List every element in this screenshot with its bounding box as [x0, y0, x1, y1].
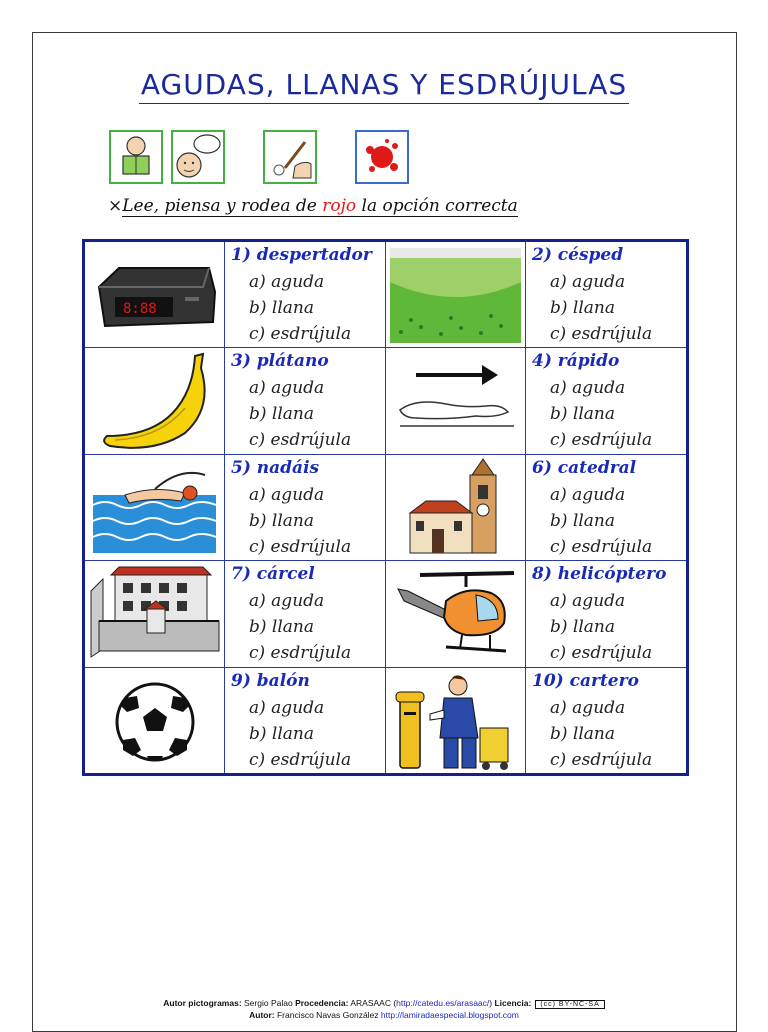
question-cell [225, 454, 386, 560]
instruction [108, 196, 518, 216]
read-icon [109, 130, 163, 184]
option-a[interactable]: a) aguda [550, 272, 626, 292]
option-b[interactable]: b) llana [550, 617, 616, 638]
option-c[interactable]: c) esdrújula [550, 643, 653, 664]
arasaac-link[interactable]: http://catedu.es/arasaac/ [396, 998, 490, 1008]
table-row [84, 348, 688, 454]
question-cell [225, 241, 386, 348]
picture-cell [84, 561, 225, 667]
option-a[interactable]: a) aguda [249, 378, 325, 399]
table-row [84, 241, 688, 348]
word-label: 2) césped [532, 245, 624, 265]
footer-author [0, 1010, 768, 1020]
option-a[interactable]: a) aguda [249, 697, 325, 718]
instruction-text-2: la opción correcta [356, 196, 518, 216]
prison-icon [85, 561, 224, 666]
footer-key: Autor pictogramas: [163, 998, 242, 1008]
question-cell [526, 454, 688, 560]
alarm-clock-icon [85, 242, 224, 347]
instruction-bullet: × [108, 196, 123, 216]
option-b[interactable]: b) llana [550, 723, 616, 744]
red-paint-icon [355, 130, 409, 184]
footer-value: ) [489, 998, 495, 1008]
option-c[interactable]: c) esdrújula [249, 749, 352, 770]
picture-cell [84, 241, 225, 348]
option-c[interactable]: c) esdrújula [550, 324, 653, 344]
option-c[interactable]: c) esdrújula [249, 324, 352, 344]
option-c[interactable]: c) esdrújula [550, 430, 653, 451]
option-a[interactable]: a) aguda [249, 484, 325, 505]
instruction-text-1: Lee, piensa y rodea de [122, 196, 323, 216]
footer-credits [0, 998, 768, 1009]
option-a[interactable]: a) aguda [550, 697, 626, 718]
word-label: 6) catedral [532, 457, 637, 478]
picture-cell [386, 348, 526, 454]
footer-value: ARASAAC ( [348, 998, 397, 1008]
question-cell [526, 667, 688, 774]
question-cell [526, 561, 688, 667]
table-row [84, 667, 688, 774]
option-b[interactable]: b) llana [249, 510, 315, 531]
option-b[interactable]: b) llana [249, 617, 315, 638]
footer-key: Procedencia: [295, 998, 349, 1008]
word-label: 10) cartero [532, 670, 639, 691]
picture-cell [84, 667, 225, 774]
question-cell [526, 241, 688, 348]
table-row [84, 561, 688, 667]
footer-key: Licencia: [494, 998, 532, 1008]
picture-cell [386, 667, 526, 774]
svg-text:8:88: 8:88 [123, 301, 157, 317]
page-title: AGUDAS, LLANAS Y ESDRÚJULAS [0, 68, 768, 101]
question-cell [225, 561, 386, 667]
option-b[interactable]: b) llana [249, 298, 315, 318]
think-icon [171, 130, 225, 184]
option-a[interactable]: a) aguda [249, 591, 325, 612]
option-a[interactable]: a) aguda [249, 272, 325, 292]
option-b[interactable]: b) llana [249, 404, 315, 425]
word-label: 9) balón [231, 670, 310, 691]
table-row [84, 454, 688, 560]
fast-rabbit-icon [386, 348, 525, 453]
cathedral-icon [386, 455, 525, 560]
option-c[interactable]: c) esdrújula [550, 749, 653, 770]
helicopter-icon [386, 561, 525, 666]
option-a[interactable]: a) aguda [550, 591, 626, 612]
footer-value: Francisco Navas González [274, 1010, 381, 1020]
word-label: 7) cárcel [231, 564, 315, 585]
postman-icon [386, 668, 525, 773]
picture-cell [84, 348, 225, 454]
word-label: 5) nadáis [231, 457, 320, 478]
option-b[interactable]: b) llana [550, 404, 616, 425]
option-b[interactable]: b) llana [550, 298, 616, 318]
footer-value: Sergio Palao [241, 998, 296, 1008]
question-cell [526, 348, 688, 454]
option-a[interactable]: a) aguda [550, 378, 626, 399]
blog-link[interactable]: http://lamiradaespecial.blogspot.com [380, 1010, 519, 1020]
picture-cell [84, 454, 225, 560]
word-label: 1) despertador [231, 245, 372, 265]
word-label: 3) plátano [231, 351, 329, 372]
exercise-table [82, 239, 689, 776]
question-cell [225, 348, 386, 454]
swimmer-icon [85, 455, 224, 560]
option-b[interactable]: b) llana [249, 723, 315, 744]
write-icon [263, 130, 317, 184]
instruction-red-word: rojo [322, 196, 357, 216]
word-label: 8) helicóptero [532, 564, 667, 585]
option-a[interactable]: a) aguda [550, 484, 626, 505]
word-label: 4) rápido [532, 351, 620, 372]
option-b[interactable]: b) llana [550, 510, 616, 531]
picture-cell [386, 454, 526, 560]
cc-license-badge[interactable]: (cc) BY-NC-SA [535, 1000, 604, 1009]
picture-cell [386, 241, 526, 348]
grass-icon [386, 242, 525, 347]
option-c[interactable]: c) esdrújula [249, 536, 352, 557]
option-c[interactable]: c) esdrújula [249, 643, 352, 664]
banana-icon [85, 348, 224, 453]
footer-key: Autor: [249, 1010, 275, 1020]
picture-cell [386, 561, 526, 667]
ball-icon [85, 668, 224, 773]
option-c[interactable]: c) esdrújula [249, 430, 352, 451]
option-c[interactable]: c) esdrújula [550, 536, 653, 557]
question-cell [225, 667, 386, 774]
